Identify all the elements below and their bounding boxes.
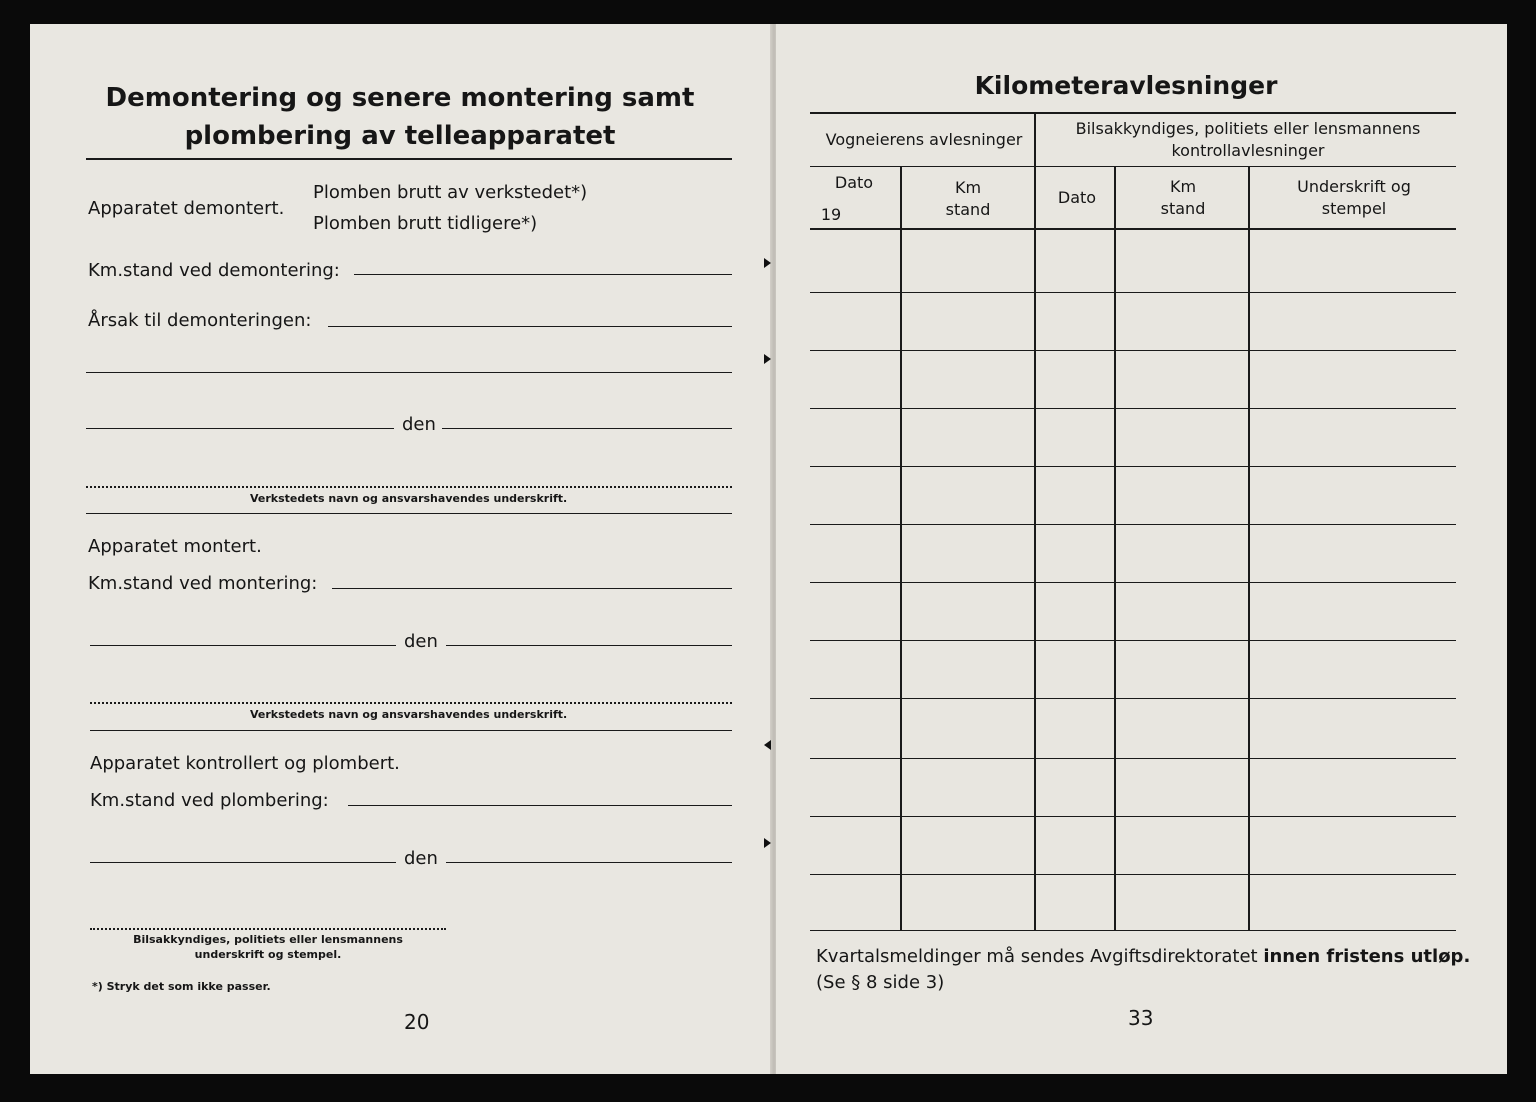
- table-row[interactable]: [810, 816, 1456, 817]
- km-demontering-field[interactable]: [354, 274, 732, 275]
- place-field-3[interactable]: [90, 862, 396, 863]
- page-number-right: 33: [1128, 1006, 1154, 1030]
- date-field-2[interactable]: [446, 645, 732, 646]
- footer-line2: (Se § 8 side 3): [816, 972, 945, 993]
- place-field-2[interactable]: [90, 645, 396, 646]
- verksted-sign-caption-1: Verkstedets navn og ansvarshavendes underskrift.: [250, 492, 568, 505]
- bilsakkyndig-caption-line1: Bilsakkyndiges, politiets eller lensmannens: [133, 933, 403, 946]
- divider-2: [90, 730, 732, 731]
- kontrollert-label: Apparatet kontrollert og plombert.: [90, 753, 400, 774]
- header-control-line2: kontrollavlesninger: [1171, 141, 1325, 160]
- place-field-1[interactable]: [86, 428, 394, 429]
- header-owner-readings: Vogneierens avlesninger: [825, 130, 1023, 149]
- footer-line1-normal: Kvartalsmeldinger må sendes Avgiftsdirektoratet: [816, 946, 1264, 967]
- plomben-tidligere-option[interactable]: Plomben brutt tidligere*): [313, 213, 538, 234]
- col-sign-line2: stempel: [1321, 199, 1387, 218]
- demontert-label: Apparatet demontert.: [88, 198, 285, 219]
- col-dato-owner: Dato: [834, 173, 874, 192]
- table-row[interactable]: [810, 350, 1456, 351]
- den-label-2: den: [404, 631, 438, 652]
- title-underline: [86, 158, 732, 160]
- binding-mark-3: [764, 740, 771, 750]
- col-km-control: Km: [1169, 177, 1197, 196]
- left-title-line1: Demontering og senere montering samt: [105, 83, 695, 113]
- col-stand-control: stand: [1160, 199, 1206, 218]
- signature-field-1[interactable]: [86, 486, 732, 488]
- header-bottom-rule: [810, 228, 1456, 230]
- table-row[interactable]: [810, 466, 1456, 467]
- col-dato-year: 19: [820, 205, 842, 224]
- table-row[interactable]: [810, 292, 1456, 293]
- header-mid-rule: [810, 166, 1456, 167]
- table-row[interactable]: [810, 582, 1456, 583]
- den-label-1: den: [402, 414, 436, 435]
- table-bottom-rule: [810, 930, 1456, 931]
- den-label-3: den: [404, 848, 438, 869]
- bilsakkyndig-caption-line2: underskrift og stempel.: [194, 948, 342, 961]
- divider-1: [86, 513, 732, 514]
- signature-field-3[interactable]: [90, 928, 446, 930]
- table-row[interactable]: [810, 874, 1456, 875]
- table-row[interactable]: [810, 640, 1456, 641]
- binding-mark-4: [764, 838, 771, 848]
- arsak-field[interactable]: [328, 326, 732, 327]
- km-montering-field[interactable]: [332, 588, 732, 589]
- col-stand-owner: stand: [945, 200, 991, 219]
- left-title-line2: plombering av telleapparatet: [184, 121, 616, 151]
- km-plombering-label: Km.stand ved plombering:: [90, 790, 329, 811]
- table-row[interactable]: [810, 524, 1456, 525]
- col-dato-control: Dato: [1057, 188, 1097, 207]
- table-row[interactable]: [810, 758, 1456, 759]
- date-field-3[interactable]: [446, 862, 732, 863]
- col-km-owner: Km: [954, 178, 982, 197]
- footer-line1-bold: innen fristens utløp.: [1263, 946, 1471, 967]
- date-field-1[interactable]: [442, 428, 732, 429]
- footer-line1: [816, 946, 1470, 967]
- plomben-verkstedet-option[interactable]: Plomben brutt av verkstedet*): [313, 182, 588, 203]
- montert-label: Apparatet montert.: [88, 536, 262, 557]
- col-sign-line1: Underskrift og: [1297, 177, 1411, 196]
- table-top-rule: [810, 112, 1456, 114]
- footnote: *) Stryk det som ikke passer.: [92, 980, 271, 993]
- verksted-sign-caption-2: Verkstedets navn og ansvarshavendes underskrift.: [250, 708, 568, 721]
- table-row[interactable]: [810, 408, 1456, 409]
- right-page: [776, 24, 1507, 1074]
- arsak-label: Årsak til demonteringen:: [88, 310, 312, 331]
- table-row[interactable]: [810, 698, 1456, 699]
- page-number-left: 20: [404, 1010, 430, 1034]
- right-title: Kilometeravlesninger: [974, 71, 1278, 100]
- left-page: [30, 24, 772, 1074]
- km-demontering-label: Km.stand ved demontering:: [88, 260, 340, 281]
- binding-mark-1: [764, 258, 771, 268]
- signature-field-2[interactable]: [90, 702, 732, 704]
- km-montering-label: Km.stand ved montering:: [88, 573, 318, 594]
- header-control-line1: Bilsakkyndiges, politiets eller lensmannens: [1075, 119, 1421, 138]
- km-plombering-field[interactable]: [348, 805, 732, 806]
- group-divider: [1034, 112, 1036, 930]
- binding-mark-2: [764, 354, 771, 364]
- arsak-field-line2[interactable]: [86, 372, 732, 373]
